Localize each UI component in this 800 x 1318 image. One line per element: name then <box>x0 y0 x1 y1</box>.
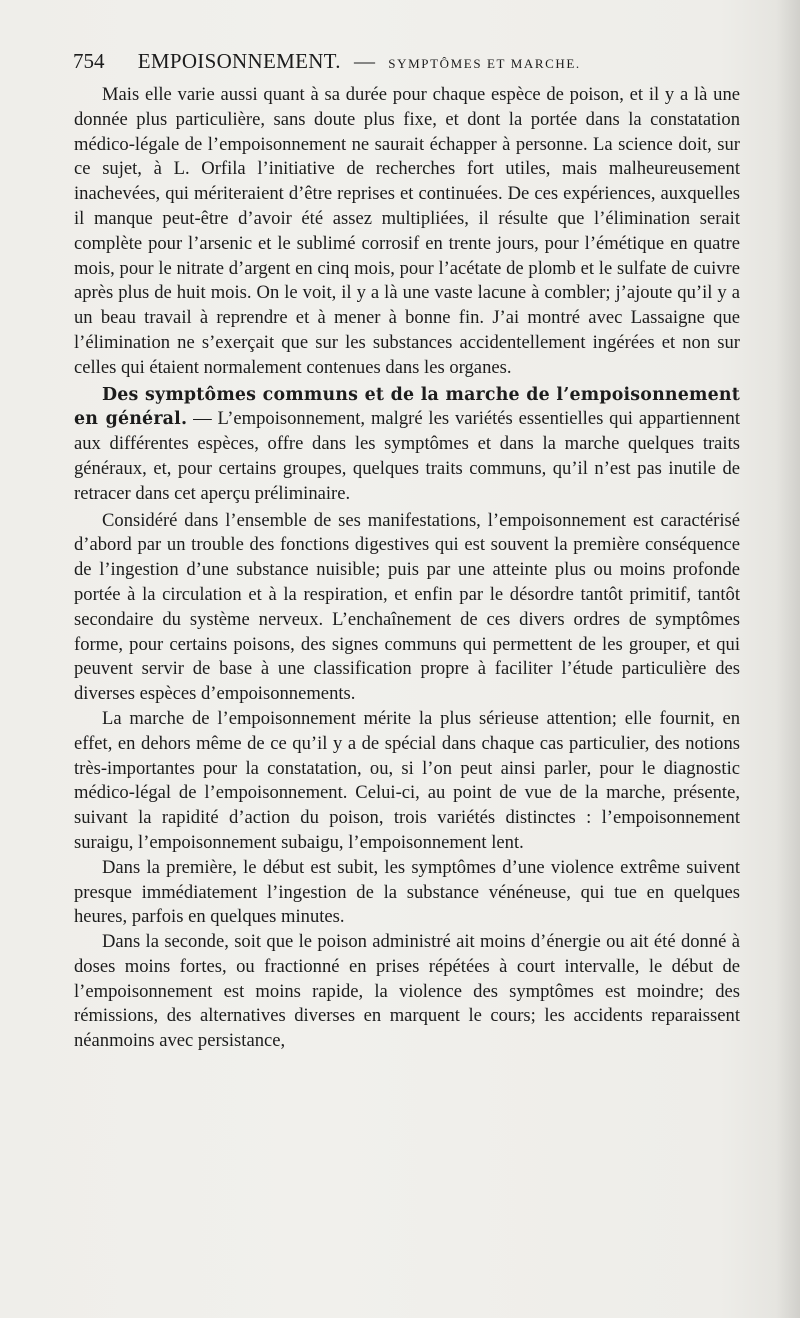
paragraph-second-variety <box>74 930 740 1054</box>
body-text <box>74 83 740 1054</box>
paragraph-text: — L’empoisonnement, malgré les variétés essentielles qui appartiennent aux différentes espèces, offre dans les symptômes et dans la marche quelques traits généraux, et, pour certains groupes, quelques traits communs, qu’il n’est pas inutile de retracer dans cet aperçu préliminaire. <box>74 408 740 504</box>
paragraph-text: Considéré dans l’ensemble de ses manifestations, l’empoisonnement est caractérisé d’abord par un trouble des fonctions digestives qui est souvent la première conséquence de l’ingestion d’une substance nuisible; puis par une atteinte plus ou moins profonde portée à la circulation et à la respiration, et enfin par le désordre tantôt primitif, tantôt secondaire du système nerveux. L’enchaînement de ces divers ordres de symptômes forme, pour certains poisons, des signes communs qui permettent de les grouper, et qui peuvent servir de base à une classification propre à faciliter l’étude particulière des diverses espèces d’empoisonnements. <box>74 509 740 705</box>
running-header <box>73 46 773 76</box>
section-title: EMPOISONNEMENT. <box>137 49 341 73</box>
header-dash: — <box>354 49 376 73</box>
paragraph-common-symptoms <box>74 383 740 507</box>
page-edge-shadow <box>776 0 800 1318</box>
paragraph-manifestations <box>74 509 740 707</box>
page-number: 754 <box>73 49 105 73</box>
paragraph-elimination-duration <box>74 83 740 381</box>
run-in-heading: Des symptômes communs et de la marche de l’empoisonnement en général. <box>74 384 740 430</box>
paragraph-first-variety <box>74 856 740 930</box>
paragraph-course-of-poisoning <box>74 707 740 856</box>
paragraph-text: Dans la première, le début est subit, les symptômes d’une violence extrême suivent presque immédiatement l’ingestion de la substance vénéneuse, qui tue en quelques heures, parfois en quelques minutes. <box>74 856 740 928</box>
paragraph-text: La marche de l’empoisonnement mérite la plus sérieuse attention; elle fournit, en effet, en dehors même de ce qu’il y a de spécial dans chaque cas particulier, des notions très-importantes pour la constatation, ou, si l’on peut ainsi parler, pour le diagnostic médico-légal de l’empoisonnement. Celui-ci, au point de vue de la marche, présente, suivant la rapidité d’action du poison, trois variétés distinctes : l’empoisonnement suraigu, l’empoisonnement subaigu, l’empoisonnement lent. <box>74 707 740 853</box>
paragraph-text: Mais elle varie aussi quant à sa durée pour chaque espèce de poison, et il y a là une donnée plus particulière, sans doute plus fixe, et dont la portée dans la constatation médico-légale de l’empoisonnement ne saurait échapper à personne. La science doit, sur ce sujet, à L. Orfila l’initiative de recherches fort utiles, mais malheureusement inachevées, qui mériteraient d’être reprises et continuées. De ces expériences, auxquelles il manque peut-être d’avoir été assez multipliées, il résulte que l’élimination serait complète pour l’arsenic et le sublimé corrosif en trente jours, pour l’émétique en quatre mois, pour le nitrate d’argent en cinq mois, pour l’acétate de plomb et le sulfate de cuivre après plus de huit mois. On le voit, il y a là une vaste lacune à combler; j’ajoute qu’il y a un beau travail à reprendre et à mener à bonne fin. J’ai montré avec Lassaigne que l’élimination ne s’exerçait que sur les substances accidentellement ingérées et non sur celles qui étaient normalement contenues dans les organes. <box>74 84 740 378</box>
paragraph-text: Dans la seconde, soit que le poison administré ait moins d’énergie ou ait été donné à doses moins fortes, ou fractionné en prises répétées à court intervalle, le début de l’empoisonnement est moins rapide, la violence des symptômes est moindre; des rémissions, des alternatives diverses en marquent le cours; les accidents reparaissent néanmoins avec persistance, <box>74 931 740 1052</box>
section-subtitle: SYMPTÔMES ET MARCHE. <box>388 56 581 71</box>
